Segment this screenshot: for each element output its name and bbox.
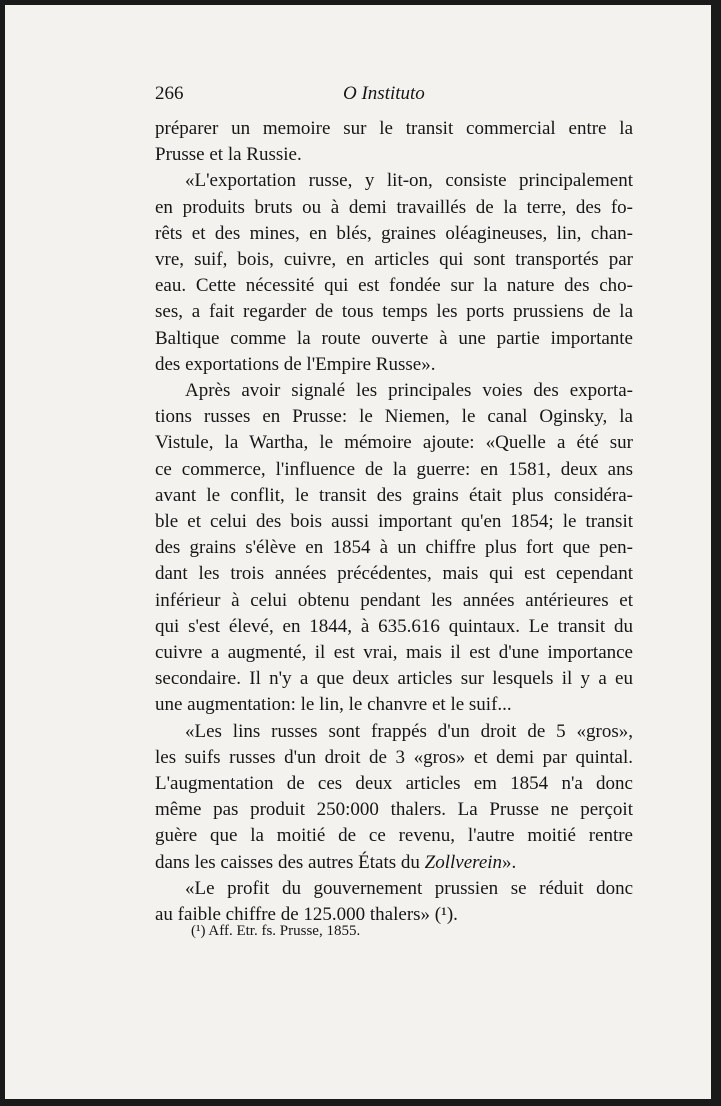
- paragraph: [155, 378, 633, 719]
- text-line: guère que la moitié de ce revenu, l'autre moitié rentre: [155, 825, 633, 847]
- paragraph: [155, 168, 633, 378]
- text-line: même pas produit 250:000 thalers. La Prusse ne perçoit: [155, 799, 633, 821]
- text-line: des grains s'élève en 1854 à un chiffre plus fort que pen-: [155, 537, 633, 559]
- text-line: L'augmentation de ces deux articles em 1854 n'a donc: [155, 773, 633, 795]
- text-line: tions russes en Prusse: le Niemen, le canal Oginsky, la: [155, 406, 633, 428]
- page-header: [5, 83, 711, 107]
- text-fragment: dans les caisses des autres États du: [155, 851, 420, 873]
- text-line: des exportations de l'Empire Russe».: [155, 353, 436, 375]
- text-line: [155, 850, 633, 876]
- text-line: en produits bruts ou à demi travaillés de la terre, des fo-: [155, 196, 633, 218]
- text-line: au faible chiffre de 125.000 thalers» (¹).: [155, 904, 458, 926]
- text-line: inférieur à celui obtenu pendant les années antérieures et: [155, 589, 633, 611]
- text-line: Vistule, la Wartha, le mémoire ajoute: «Quelle a été sur: [155, 432, 633, 454]
- text-line: avant le conflit, le transit des grains était plus considéra-: [155, 484, 633, 506]
- text-line: Prusse et la Russie.: [155, 144, 302, 166]
- paragraph: [155, 876, 633, 928]
- text-line: cuivre a augmenté, il est vrai, mais il est d'une importance: [155, 642, 633, 664]
- text-line: Après avoir signalé les principales voies des exporta-: [185, 380, 633, 402]
- text-line: une augmentation: le lin, le chanvre et le suif...: [155, 694, 512, 716]
- text-line: ses, a fait regarder de tous temps les ports prussiens de la: [155, 301, 633, 323]
- document-page: [5, 5, 711, 1099]
- italic-term: Zollverein: [424, 851, 503, 873]
- text-line: ble et celui des bois aussi important qu'en 1854; le transit: [155, 511, 633, 533]
- text-line: eau. Cette nécessité qui est fondée sur la nature des cho-: [155, 275, 633, 297]
- text-line: les suifs russes d'un droit de 3 «gros» et demi par quintal.: [155, 746, 633, 768]
- text-line: dant les trois années précédentes, mais qui est cependant: [155, 563, 633, 585]
- text-line: préparer un memoire sur le transit commercial entre la: [155, 118, 633, 139]
- text-line: rêts et des mines, en blés, graines oléagineuses, lin, chan-: [155, 222, 633, 244]
- footnote: (¹) Aff. Etr. fs. Prusse, 1855.: [191, 923, 361, 939]
- text-line: vre, suif, bois, cuivre, en articles qui sont transportés par: [155, 249, 633, 271]
- text-line: «Le profit du gouvernement prussien se réduit donc: [185, 877, 633, 899]
- running-title: O Instituto: [343, 83, 425, 104]
- text-line: «Les lins russes sont frappés d'un droit de 5 «gros»,: [185, 720, 633, 742]
- paragraph: [155, 719, 633, 876]
- text-line: «L'exportation russe, y lit-on, consiste principalement: [185, 170, 633, 192]
- body-text: [155, 116, 633, 928]
- text-line: Baltique comme la route ouverte à une partie importante: [155, 327, 633, 349]
- paragraph: [155, 116, 633, 168]
- text-line: ce commerce, l'influence de la guerre: en 1581, deux ans: [155, 458, 633, 480]
- text-line: qui s'est élevé, en 1844, à 635.616 quintaux. Le transit du: [155, 615, 633, 637]
- page-number: 266: [155, 83, 184, 104]
- text-line: secondaire. Il n'y a que deux articles sur lesquels il y a eu: [155, 668, 633, 690]
- text-fragment: ».: [502, 851, 517, 873]
